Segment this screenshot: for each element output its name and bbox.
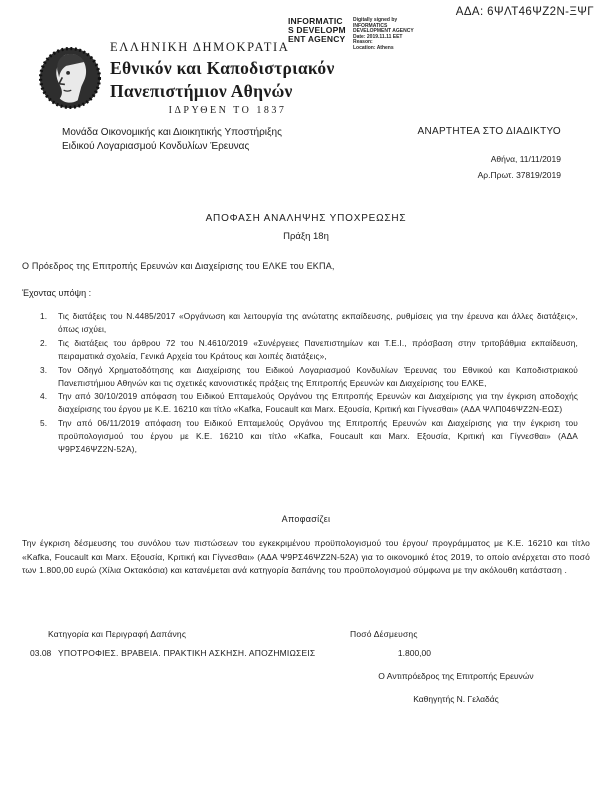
founded-line: ΙΔΡΥΘΕΝ ΤΟ 1837 (168, 105, 287, 116)
stamp-agency-name: INFORMATICS DEVELOPMENT AGENCY (288, 16, 346, 44)
decides-heading: Αποφασίζει (281, 514, 331, 524)
legal-basis-item: Την από 30/10/2019 απόφαση του Ειδικού Επταμελούς Οργάνου της Επιτροπής Ερευνών και Διαχείρισης για την έγκριση αποδοχής διαχείρισης του έργου με Κ.Ε. 16210 και τίτλο «Kafka, Foucault και Marx. Εξουσία, Κριτική και Γίγνεσθαι» (ΑΔΑ ΨΛΠ046ΨΖ2Ν-ΕΩΣ) (58, 391, 578, 415)
city-date: Αθήνα, 11/11/2019 (490, 154, 561, 164)
table-row-description: ΥΠΟΤΡΟΦΙΕΣ. ΒΡΑΒΕΙΑ. ΠΡΑΚΤΙΚΗ ΑΣΚΗΣΗ. ΑΠΟΖΗΜΙΩΣΕΙΣ (58, 648, 316, 658)
table-row-code: 03.08 (30, 648, 52, 658)
intro-line: Ο Πρόεδρος της Επιτροπής Ερευνών και Διαχείρισης του ΕΛΚΕ του ΕΚΠΑ, (22, 261, 335, 271)
legal-basis-item: Τις διατάξεις του Ν.4485/2017 «Οργάνωση και λειτουργία της ανώτατης εκπαίδευσης, ρυθμίσεις για την έρευνα και άλλες διατάξεις», όπως ισχύει, (58, 311, 578, 334)
university-emblem-icon (38, 44, 102, 112)
having-regard-line: Έχοντας υπόψη : (22, 288, 92, 298)
document-title: ΑΠΟΦΑΣΗ ΑΝΑΛΗΨΗΣ ΥΠΟΧΡΕΩΣΗΣ (205, 213, 407, 224)
ada-number: ΑΔΑ: 6ΨΛΤ46ΨΖ2Ν-ΞΨΓ (455, 6, 594, 18)
legal-basis-item: Τις διατάξεις του άρθρου 72 του Ν.4610/2019 «Συνέργειες Πανεπιστημίων και Τ.Ε.Ι., πρόσβαση στην τριτοβάθμια εκπαίδευση, πειραματικά σχολεία, Γενικά Αρχεία του Κράτους και λοιπές διατάξεις», (58, 337, 578, 361)
signatory-role: Ο Αντιπρόεδρος της Επιτροπής Ερευνών (378, 671, 534, 681)
stamp-signature-details: Digitally signed by INFORMATICS DEVELOPMENT AGENCY Date: 2019.11.11 EET Reason: Location: Athens (353, 17, 414, 51)
header-right-block (417, 126, 561, 180)
table-row-amount: 1.800,00 (397, 648, 431, 658)
digital-signature-stamp (288, 17, 443, 52)
republic-heading: ΕΛΛΗΝΙΚΗ ΔΗΜΟΚΡΑΤΙΑ (110, 40, 290, 54)
legal-basis-item: Την από 06/11/2019 απόφαση του Ειδικού Επταμελούς Οργάνου της Επιτροπής Ερευνών και Διαχείρισης για την έγκριση του προϋπολογισμού του έργου με Κ.Ε. 16210 και τίτλο «Kafka, Foucault και Marx. Εξουσία, Κριτική και Γίγνεσθαι» (ΑΔΑ Ψ9ΡΣ46ΨΖ2Ν-52Α), (58, 418, 578, 455)
legal-basis-item: Τον Οδηγό Χρηματοδότησης και Διαχείρισης του Ειδικού Λογαριασμού Κονδυλίων Έρευνας του Εθνικού και Καποδιστριακού Πανεπιστήμιου Αθηνών και τις σχετικές κανονιστικές πράξεις της Επιτροπής Ερευνών και Διαχείρισης του ΕΛΚΕ, (58, 364, 578, 388)
signatory-name: Καθηγητής Ν. Γελαδάς (413, 694, 499, 704)
issuing-unit: Μονάδα Οικονομικής και Διοικητικής Υποστήριξης Ειδικού Λογαριασμού Κονδυλίων Έρευνας (62, 127, 282, 152)
legal-basis-list (40, 310, 578, 457)
protocol-number: Αρ.Πρωτ. 37819/2019 (477, 170, 561, 180)
posting-notice: ΑΝΑΡΤΗΤΕΑ ΣΤΟ ΔΙΑΔΙΚΤΥΟ (417, 126, 561, 137)
university-name: Εθνικόν και Καποδιστριακόν Πανεπιστήμιον Αθηνών (110, 58, 335, 101)
table-header-amount: Ποσό Δέσμευσης (350, 629, 418, 639)
table-header-category: Κατηγορία και Περιγραφή Δαπάνης (48, 629, 187, 639)
signature-block (350, 671, 562, 704)
document-subtitle: Πράξη 18η (283, 231, 329, 242)
decision-paragraph: Την έγκριση δέσμευσης του συνόλου των πιστώσεων του εγκεκριμένου προϋπολογισμού του έργου/ προγράμματος με Κ.Ε. 16210 και τίτλο «Kafka, Foucault και Marx. Εξουσία, Κριτική και Γίγνεσθαι» (ΑΔΑ Ψ9ΡΣ46ΨΖ2Ν-52Α) για το οικονομικό έτος 2019, το οποίο ανέρχεται στο ποσό των 1.800,00 ευρώ (Χίλια Οκτακόσια) και κατανέμεται ανά κατηγορία δαπάνης του προϋπολογισμού σύμφωνα με την ακόλουθη κατάσταση . (22, 538, 590, 576)
